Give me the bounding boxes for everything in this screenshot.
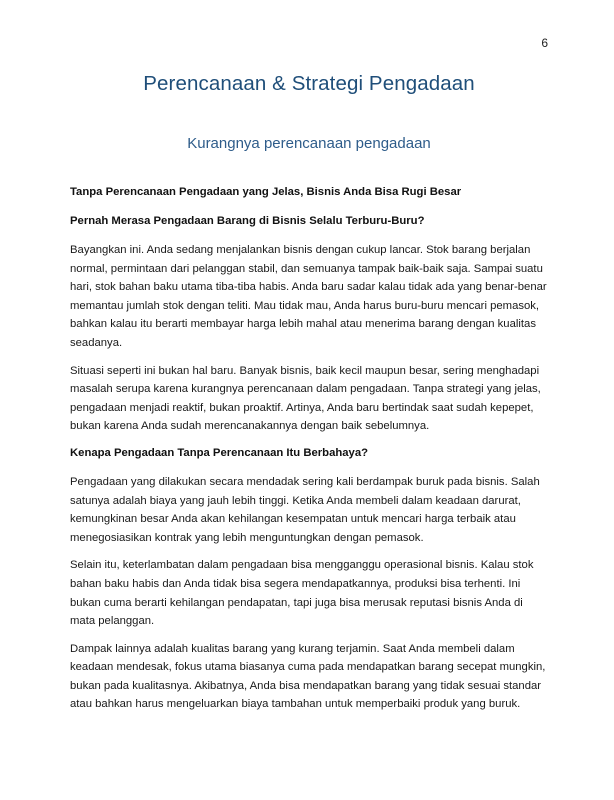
paragraph-2: Situasi seperti ini bukan hal baru. Banyak bisnis, baik kecil maupun besar, sering menghadapi masalah serupa karena kurangnya perencanaan dalam pengadaan. Tanpa strategi yang jelas, pengadaan menjadi reaktif, bukan proaktif. Artinya, Anda baru bertindak saat sudah kepepet, bukan karena Anda sudah merencanakannya dengan baik sebelumnya. [70, 364, 541, 433]
heading-question-2: Kenapa Pengadaan Tanpa Perencanaan Itu Berbahaya? [70, 446, 368, 459]
page-title: Perencanaan & Strategi Pengadaan [143, 72, 475, 95]
paragraph-1: Bayangkan ini. Anda sedang menjalankan bisnis dengan cukup lancar. Stok barang berjalan normal, permintaan dari pelanggan stabil, dan semuanya tampak baik-baik saja. Sampai suatu hari, stok bahan baku utama tiba-tiba habis. Anda baru sadar kalau tidak ada yang benar-benar memantau jumlah stok dengan teliti. Mau tidak mau, Anda harus buru-buru mencari pemasok, bahkan kalau itu berarti membayar harga lebih mahal atau menerima barang dengan kualitas seadanya. [70, 244, 547, 349]
paragraph-5: Dampak lainnya adalah kualitas barang yang kurang terjamin. Saat Anda membeli dalam keadaan mendesak, fokus utama biasanya cuma pada mendapatkan barang secepat mungkin, bukan pada kualitasnya. Akibatnya, Anda bisa mendapatkan barang yang tidak sesuai standar atau bahkan harus mengeluarkan biaya tambahan untuk memperbaiki produk yang buruk. [70, 642, 546, 711]
section-subtitle: Kurangnya perencanaan pengadaan [187, 135, 431, 152]
heading-question-1: Pernah Merasa Pengadaan Barang di Bisnis Selalu Terburu-Buru? [70, 215, 425, 227]
page-number: 6 [541, 36, 548, 50]
body-content [70, 184, 548, 714]
paragraph-4: Selain itu, keterlambatan dalam pengadaan bisa mengganggu operasional bisnis. Kalau stok bahan baku habis dan Anda tidak bisa segera mendapatkannya, produksi bisa terhenti. Ini bukan cuma berarti kehilangan pendapatan, tapi juga bisa merusak reputasi bisnis Anda di mata pelanggan. [70, 559, 534, 628]
heading-main: Tanpa Perencanaan Pengadaan yang Jelas, Bisnis Anda Bisa Rugi Besar [70, 186, 462, 198]
paragraph-3: Pengadaan yang dilakukan secara mendadak sering kali berdampak buruk pada bisnis. Salah satunya adalah biaya yang jauh lebih tinggi. Ketika Anda membeli dalam keadaan darurat, kemungkinan besar Anda akan kehilangan kesempatan untuk mencari harga terbaik atau menegosiasikan kontrak yang lebih menguntungkan dengan pemasok. [70, 475, 540, 544]
